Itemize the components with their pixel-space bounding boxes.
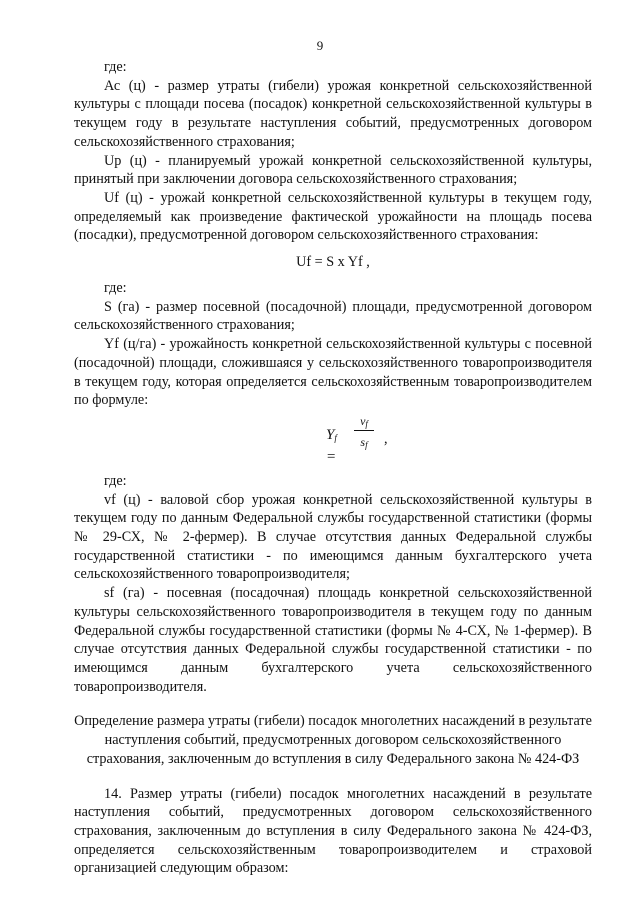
paragraph-uf: Uf (ц) - урожай конкретной сельскохозяйственной культуры в текущем году, определяемый как произведение фактической урожайности на площадь посева (посадки), предусмотренной договором сельскохозяйственного страхования:	[74, 189, 592, 244]
where-label: где:	[104, 280, 127, 297]
formula-uf: Uf = S x Yf ,	[296, 254, 370, 271]
paragraph-yf: Yf (ц/га) - урожайность конкретной сельскохозяйственной культуры с посевной (посадочной) площади, сложившаяся у сельскохозяйственного товаропроизводителя в текущем году, которая определяется сельскохозяйственным товаропроизводителем по формуле:	[74, 336, 592, 409]
paragraph-sf: sf (га) - посевная (посадочная) площадь конкретной сельскохозяйственной культуры сельскохозяйственного товаропроизводителя в текущем году по данным Федеральной службы государственной статистики (формы № 4-СХ, № 1-фермер). В случае отсутствия данных Федеральной службы государственной статистики - по имеющимся данным бухгалтерского учета сельскохозяйственного товаропроизводителя.	[74, 585, 592, 695]
paragraph-vf: vf (ц) - валовой сбор урожая конкретной сельскохозяйственной культуры в текущем году по данным Федеральной службы государственной статистики (формы № 29-СХ, № 2-фермер). В случае отсутствия данных Федеральной службы государственной статистики - по имеющимся данным бухгалтерского учета сельскохозяйственного товаропроизводителя;	[74, 491, 592, 583]
where-label: где:	[104, 59, 127, 75]
paragraph-14: 14. Размер утраты (гибели) посадок многолетних насаждений в результате наступления событий, предусмотренных договором сельскохозяйственного страхования, заключенным до вступления в силу Федерального закона № 424-ФЗ, определяется сельскохозяйственным товаропроизводителем и страховой организацией следующим образом:	[74, 785, 592, 877]
fraction-denominator: $s_f$	[360, 434, 368, 450]
paragraph-s: S (га) - размер посевной (посадочной) площади, предусмотренной договором сельскохозяйственного страхования;	[74, 298, 592, 334]
formula-fraction	[354, 412, 374, 455]
fraction-bar	[354, 430, 374, 431]
document-body	[74, 58, 592, 878]
page-number: 9	[316, 38, 324, 53]
fraction-numerator: $v_f$	[360, 413, 368, 429]
formula-lhs: $Y_f$ =	[326, 426, 337, 465]
section-heading: Определение размера утраты (гибели) посадок многолетних насаждений в результате наступления событий, предусмотренных договором сельскохозяйственного страхования, заключенным до вступления в силу Федерального закона № 424-ФЗ	[74, 713, 592, 767]
formula-yf	[74, 412, 592, 464]
where-label: где:	[104, 472, 127, 489]
paragraph-up: Uр (ц) - планируемый урожай конкретной сельскохозяйственной культуры, принятый при заключении договора сельскохозяйственного страхования;	[74, 152, 592, 188]
formula-comma: ,	[384, 430, 388, 447]
paragraph-ac: Ас (ц) - размер утраты (гибели) урожая конкретной сельскохозяйственной культуры с площади посева (посадок) конкретной сельскохозяйственной культуры в текущем году в результате наступления событий, предусмотренных договором сельскохозяйственного страхования;	[74, 77, 592, 150]
